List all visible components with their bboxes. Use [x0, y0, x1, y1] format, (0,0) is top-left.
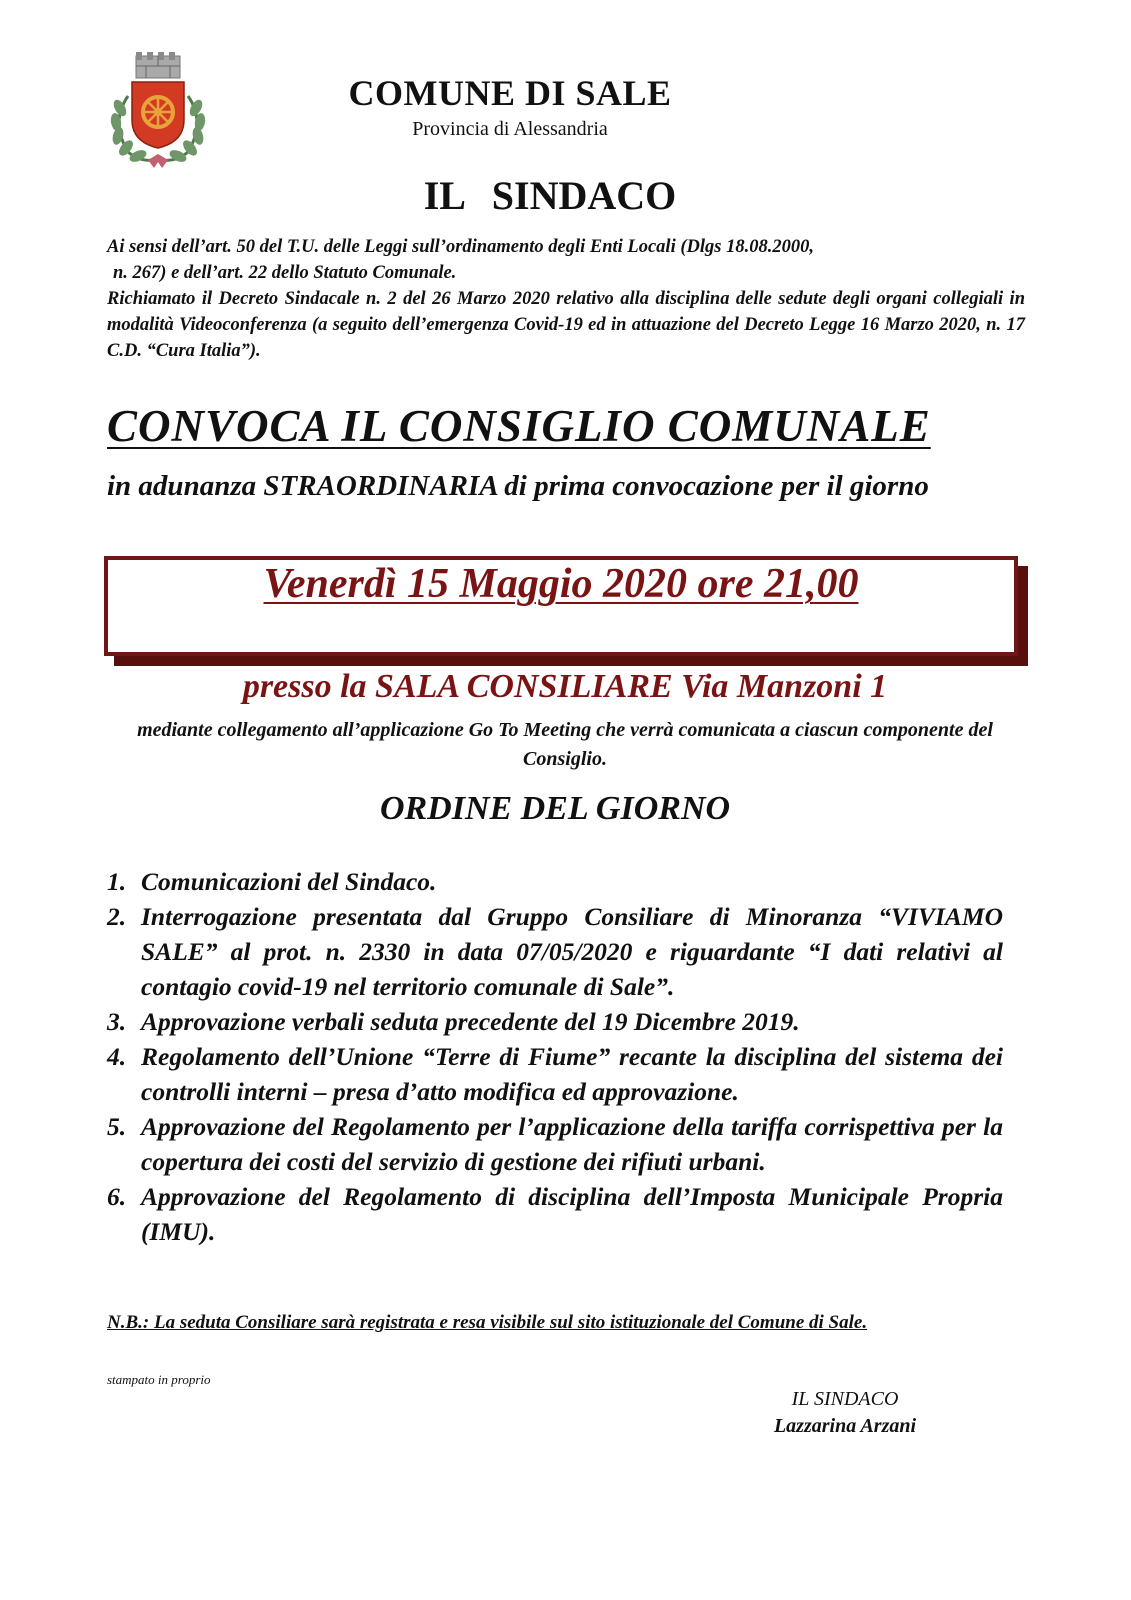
agenda-list [107, 864, 1003, 1249]
agenda-item-text: Approvazione verbali seduta precedente del 19 Dicembre 2019. [141, 1007, 800, 1036]
agenda-item-number: 5. [107, 1112, 127, 1141]
agenda-item-number: 3. [107, 1007, 127, 1036]
meeting-location: presso la SALA CONSILIARE Via Manzoni 1 [242, 668, 888, 705]
office-heading: IL SINDACO [423, 173, 677, 218]
printed-notice: stampato in proprio [107, 1372, 211, 1387]
preamble-line-1: Ai sensi dell’art. 50 del T.U. delle Leggi sull’ordinamento degli Enti Locali (Dlgs 18.08.2000, [107, 237, 814, 257]
convocation-heading: CONVOCA IL CONSIGLIO COMUNALE [107, 401, 931, 451]
agenda-item-text: Regolamento dell’Unione “Terre di Fiume” recante la disciplina del sistema dei controlli interni – presa d’atto modifica ed approvazione. [141, 1042, 1003, 1106]
recording-note: N.B.: La seduta Consiliare sarà registrata e resa visibile sul sito istituzionale del Comune di Sale. [107, 1312, 868, 1333]
preamble-line-2: n. 267) e dell’art. 22 dello Statuto Comunale. [113, 263, 457, 283]
signature-role: IL SINDACO [791, 1388, 899, 1410]
agenda-item-text: Approvazione del Regolamento di disciplina dell’Imposta Municipale Propria (IMU). [141, 1182, 1003, 1246]
meeting-datetime: Venerdì 15 Maggio 2020 ore 21,00 [263, 561, 859, 607]
agenda-item-text: Interrogazione presentata dal Gruppo Consiliare di Minoranza “VIVIAMO SALE” al prot. n. 2330 in data 07/05/2020 e riguardante “I dati relativi al contagio covid-19 nel territorio comunale di Sale”. [141, 902, 1003, 1001]
agenda-item [107, 1004, 1003, 1039]
agenda-item [107, 1109, 1003, 1179]
agenda-item [107, 899, 1003, 1004]
agenda-item [107, 1179, 1003, 1249]
legal-preamble [107, 234, 1025, 364]
agenda-item-text: Approvazione del Regolamento per l’applicazione della tariffa corrispettiva per la copertura dei costi del servizio di gestione dei rifiuti urbani. [141, 1112, 1003, 1176]
session-description: in adunanza STRAORDINARIA di prima convocazione per il giorno [107, 470, 929, 502]
agenda-title: ORDINE DEL GIORNO [379, 790, 731, 827]
agenda-item [107, 864, 1003, 899]
signature-name: Lazzarina Arzani [773, 1415, 917, 1437]
municipality-title: COMUNE DI SALE [348, 73, 672, 113]
agenda-item-number: 6. [107, 1182, 127, 1211]
preamble-paragraph-2: Richiamato il Decreto Sindacale n. 2 del 26 Marzo 2020 relativo alla disciplina delle sedute degli organi collegiali in modalità Videoconferenza (a seguito dell’emergenza Covid-19 ed in attuazione del Decreto Legge 16 Marzo 2020, n. 17 C.D. “Cura Italia”). [107, 289, 1025, 361]
meeting-method: mediante collegamento all’applicazione Go To Meeting che verrà comunicata a ciascun componente del Consiglio. [137, 719, 993, 770]
agenda-item-number: 4. [107, 1042, 127, 1071]
agenda-item-text: Comunicazioni del Sindaco. [141, 867, 437, 896]
agenda-item-number: 2. [107, 902, 127, 931]
municipal-crest-icon [106, 52, 210, 172]
agenda-item-number: 1. [107, 867, 127, 896]
agenda-item [107, 1039, 1003, 1109]
province-subtitle: Provincia di Alessandria [412, 118, 608, 140]
